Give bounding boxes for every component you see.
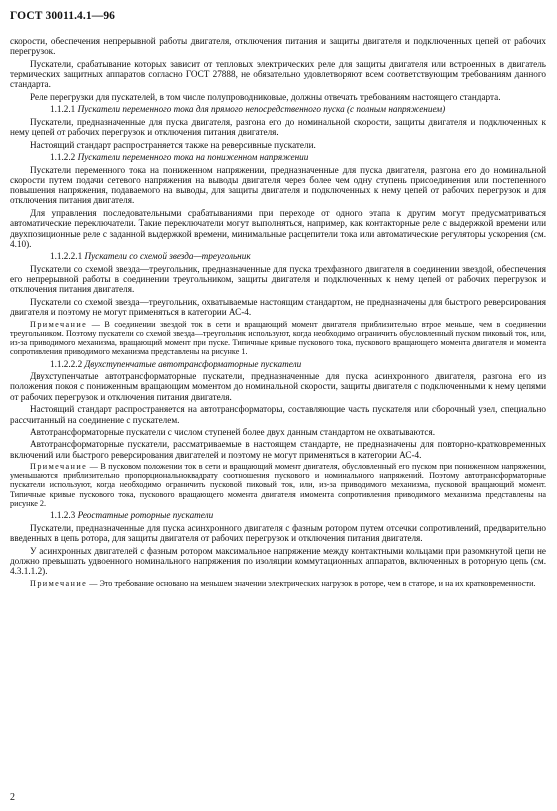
note	[10, 579, 546, 588]
paragraph: Для управления последовательными срабатываниями при переходе от одного этапа к другим могут предусматриваться автоматические переключатели. Такие переключатели могут выполняться, например, как контакторные реле с выдержкой времени или двухпозиционные реле с заданной выдержкой времени, минимальные расцепители тока или автоматические регуляторы ускорения (см. 4.10).	[10, 207, 546, 249]
note	[10, 462, 546, 507]
paragraph: Двухступенчатые автотрансформаторные пускатели, предназначенные для пуска асинхронного двигателя, разгона его из положения покоя с пониженным вращающим моментом до номинальной скорости, защиты двигателя с подключенными к нему цепями от рабочих перегрузок и отключения питания двигателя.	[10, 371, 546, 402]
paragraph: Пускатели, предназначенные для пуска асинхронного двигателя с фазным ротором путем отсечки сопротивлений, предварительно введенных в цепь ротора, для защиты двигателя от рабочих перегрузок и отключения питания двигателя.	[10, 522, 546, 544]
paragraph: У асинхронных двигателей с фазным ротором максимальное напряжение между контактными кольцами при разомкнутой цепи не должно превышать удвоенного номинального напряжения по изоляции коммутационных аппаратов, включенных в роторную цепь (см. 4.3.1.1.2).	[10, 545, 546, 577]
note-text: — В соединении звездой ток в сети и вращающий момент двигателя приблизительно втрое меньше, чем в соединении треугольником. Поэтому пускатели со схемой звезда—треугольник используют, когда необходимо ограничить обусловленный пуском пиковый ток, или, из-за приводимого механизма, вращающий момент при пуске. Типичные кривые пускового тока, пускового вращающего момента двигателя и момента сопротивления приводимого механизма представлены на рисунке 1.	[10, 319, 547, 356]
section-title: Двухступенчатые автотрансформаторные пускатели	[84, 358, 302, 369]
section-number: 1.1.2.2.2	[50, 358, 83, 369]
section-title: Пускатели переменного тока на пониженном напряжении	[77, 152, 309, 163]
note-text: — Это требование основано на меньшем значении электрических нагрузок в роторе, чем в статоре, и на их кратковременности.	[89, 578, 536, 588]
note-label: Примечание	[30, 578, 88, 588]
paragraph: Пускатели со схемой звезда—треугольник, охватываемые настоящим стандартом, не предназначены для быстрого реверсирования двигателя и поэтому не могут применяться в категории АС-4.	[10, 296, 546, 318]
section-title: Пускатели со схемой звезда—треугольник	[84, 251, 251, 262]
standard-header: ГОСТ 30011.4.1—96	[10, 10, 116, 22]
section-heading	[10, 510, 546, 520]
paragraph: Пускатели переменного тока на пониженном напряжении, предназначенные для пуска двигателя, разгона его до номинальной скорости путем подачи сетевого напряжения на выводы двигателя через более чем одну ступень присоединения или постепенного повышения напряжения, подаваемого на выводы, для защиты двигателя и подключенных к нему цепей от рабочих перегрузок и для отключения питания двигателя.	[10, 164, 546, 206]
paragraph: Автотрансформаторные пускатели с числом ступеней более двух данным стандартом не охватываются.	[30, 426, 436, 437]
document-body	[10, 36, 546, 590]
section-number: 1.1.2.2.1	[50, 251, 83, 262]
paragraph: Пускатели, срабатывание которых зависит от тепловых электрических реле для защиты двигателя или встроенных в двигатель термических защитных аппаратов согласно ГОСТ 27888, не обязательно удовлетворяют всем соответствующим требованиям данного стандарта.	[10, 58, 546, 90]
note-label: Примечание	[30, 319, 88, 329]
paragraph: скорости, обеспечения непрерывной работы двигателя, отключения питания и защиты двигателя и подключенных цепей от рабочих перегрузок.	[10, 36, 546, 57]
paragraph: Пускатели со схемой звезда—треугольник, предназначенные для пуска трехфазного двигателя в соединении звездой, обеспечения его непрерывной работы в соединении треугольником, защиты двигателя и подключенных к нему цепей от рабочих перегрузок и отключения питания двигателя.	[10, 263, 546, 295]
section-heading	[10, 251, 546, 261]
note-text: — В пусковом положении ток в сети и вращающий момент двигателя, обусловленный его пуском при пониженном напряжении, уменьшаются приблизительно пропорциональноквадрату соотношения пускового и номинального напряжений. Поэтому автотрансформаторные пускатели используют, когда необходимо ограничить пусковой пиковый ток, или, из-за приводимого механизма, пусковой вращающий момент. Типичные кривые пускового тока, пускового вращающего момента двигателя имомента сопротивления приводимого механизма представлены на рисунке 2.	[10, 462, 547, 508]
section-number: 1.1.2.2	[50, 152, 76, 163]
paragraph: Автотрансформаторные пускатели, рассматриваемые в настоящем стандарте, не предназначены для повторно-кратковременных включений или быстрого реверсирования двигателей и поэтому не могут применяться в категории АС-4.	[10, 439, 546, 460]
section-heading	[10, 359, 546, 369]
note	[10, 320, 546, 356]
paragraph: Реле перегрузки для пускателей, в том числе полупроводниковые, должны отвечать требованиям настоящего стандарта.	[30, 91, 501, 102]
section-number: 1.1.2.1	[50, 104, 76, 115]
note-label: Примечание	[30, 462, 88, 472]
section-title: Реостатные роторные пускатели	[77, 510, 214, 521]
paragraph: Настоящий стандарт распространяется на автотрансформаторы, составляющие часть пускателя или сборочный узел, специально рассчитанный на соединение с пускателем.	[10, 404, 546, 425]
section-heading	[10, 104, 546, 114]
section-heading	[10, 152, 546, 162]
section-title: Пускатели переменного тока для прямого непосредственного пуска (с полным напряжением)	[77, 104, 446, 115]
page-number: 2	[10, 792, 15, 803]
paragraph: Пускатели, предназначенные для пуска двигателя, разгона его до номинальной скорости, защиты двигателя и подключенных к нему цепей от рабочих перегрузок и отключения питания двигателя.	[10, 116, 546, 138]
section-number: 1.1.2.3	[50, 510, 76, 521]
paragraph: Настоящий стандарт распространяется также на реверсивные пускатели.	[30, 139, 316, 150]
